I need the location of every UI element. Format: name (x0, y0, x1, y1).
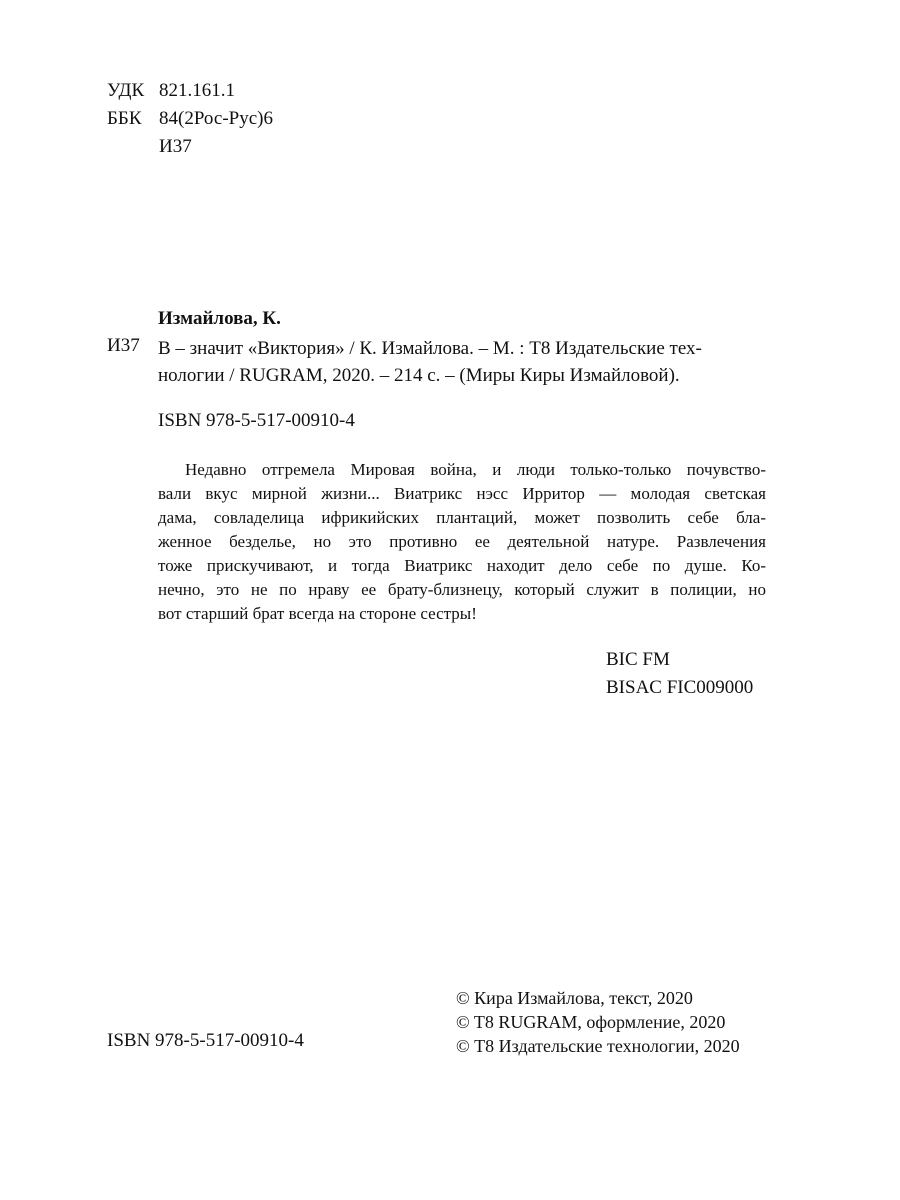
bbk-row (107, 105, 273, 133)
udk-label: УДК (107, 80, 145, 101)
copyright-line: © T8 RUGRAM, оформление, 2020 (456, 1012, 726, 1032)
udk-row (107, 77, 273, 105)
annotation-line: вот старший брат всегда на стороне сестры! (158, 604, 477, 623)
bbk-label: ББК (107, 108, 142, 129)
annotation (158, 458, 766, 626)
subject-codes (606, 646, 753, 702)
annotation-line: вали вкус мирной жизни... Виатрикс нэсс Ирритор — молодая светская (158, 484, 766, 503)
author-mark-row (107, 133, 273, 161)
entry-side-code: И37 (107, 335, 140, 356)
biblio-line: В – значит «Виктория» / К. Измайлова. – М. : Т8 Издательские тех- (158, 338, 702, 359)
author-heading: Измайлова, К. (158, 308, 281, 329)
author-mark: И37 (159, 136, 192, 157)
bbk-value: 84(2Рос-Рус)6 (159, 108, 273, 129)
annotation-line: нечно, это не по нраву ее брату-близнецу, который служит в полиции, но (158, 580, 766, 599)
copyright-block (456, 986, 740, 1058)
bibliographic-description (158, 335, 763, 389)
annotation-line: женное безделье, но это противно ее деятельной натуре. Развлечения (158, 532, 766, 551)
bottom-isbn: ISBN 978-5-517-00910-4 (107, 1030, 304, 1051)
entry-isbn: ISBN 978-5-517-00910-4 (158, 410, 355, 431)
annotation-line: тоже прискучивают, и тогда Виатрикс находит дело себе по душе. Ко- (158, 556, 766, 575)
bic-code: BIC FM (606, 649, 670, 670)
annotation-line: Недавно отгремела Мировая война, и люди только-только почувство- (185, 460, 766, 479)
copyright-line: © Т8 Издательские технологии, 2020 (456, 1036, 740, 1056)
biblio-line: нологии / RUGRAM, 2020. – 214 с. – (Миры Киры Измайловой). (158, 365, 680, 386)
annotation-line: дама, совладелица ифрикийских плантаций, может позволить себе бла- (158, 508, 766, 527)
classification-block (107, 77, 273, 161)
bisac-code: BISAC FIC009000 (606, 677, 754, 698)
copyright-line: © Кира Измайлова, текст, 2020 (456, 988, 693, 1008)
udk-value: 821.161.1 (159, 80, 235, 101)
